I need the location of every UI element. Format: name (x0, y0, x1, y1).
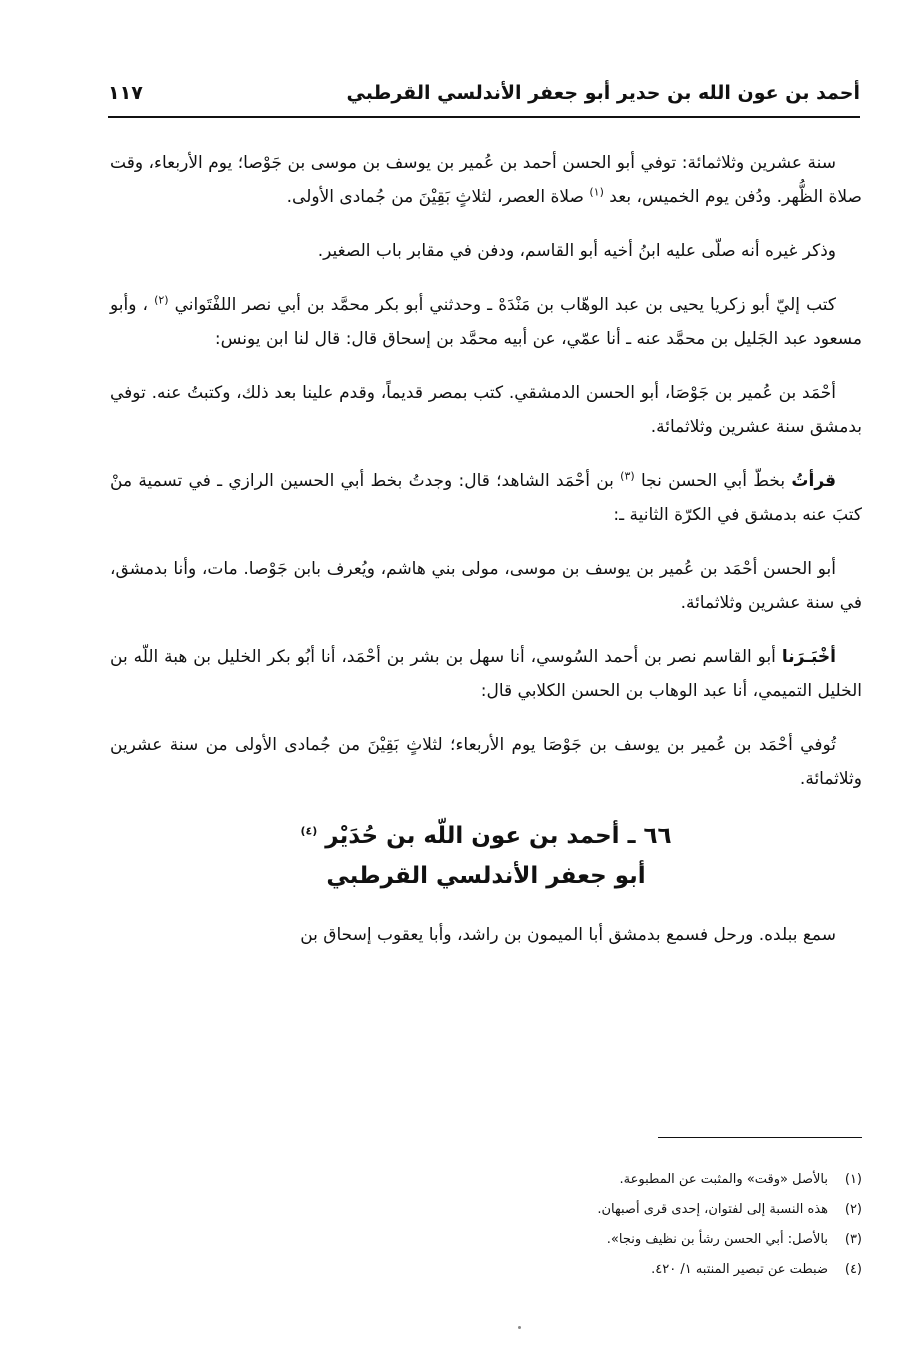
paragraph-7-text: أبو القاسم نصر بن أحمد السُوسي، أنا سهل بن بشر بن أحْمَد، أنا أبُو بكر الخليل بن هبة اللّه بن الخليل التميمي، أنا عبد الوهاب بن الحسن الكلابي قال: (110, 647, 862, 701)
footnote-4 (110, 1255, 862, 1285)
footnote-number: (٢) (844, 1202, 862, 1217)
header-title: أحمد بن عون الله بن حدير أبو جعفر الأندلسي القرطبي (346, 82, 860, 104)
footnote-number: (٤) (844, 1262, 862, 1277)
footnote-ref-3: (٣) (620, 469, 635, 483)
paragraph-6: أبو الحسن أحْمَد بن عُمير بن يوسف بن موسى، مولى بني هاشم، ويُعرف بابن جَوْصا. مات، وأنا بدمشق، في سنة عشرين وثلاثمائة. (110, 559, 862, 613)
paragraph-7 (110, 640, 862, 708)
paragraph-5-text-b: بن أحْمَد الشاهد؛ قال: وجدتُ بخط أبي الحسين الرازي ـ في تسمية منْ كتبَ عنه بدمشق في الكرّة الثانية ـ: (110, 471, 862, 525)
section-heading-line-2: أبو جعفر الأندلسي القرطبي (326, 863, 646, 889)
paragraph-5-lead: قرأتُ (791, 471, 837, 491)
footnote-number: (٣) (844, 1232, 862, 1247)
section-heading-title: ٦٦ ـ أحمد بن عون اللّه بن حُدَيْر (325, 823, 672, 849)
paragraph-1-text-b: صلاة العصر، لثلاثٍ بَقِيْنَ من جُمادى الأولى. (286, 187, 584, 207)
footnote-text: بالأصل: أبي الحسن رشأ بن نظيف ونجا». (606, 1232, 828, 1247)
paragraph-1 (110, 146, 862, 214)
paragraph-5 (110, 464, 862, 532)
page-number: ١١٧ (108, 82, 143, 104)
paragraph-5-text-a: بخطّ أبي الحسن نجا (640, 471, 786, 491)
footnote-1 (110, 1165, 862, 1195)
footnote-text: بالأصل «وقت» والمثبت عن المطبوعة. (619, 1172, 828, 1187)
paragraph-8: تُوفي أحْمَد بن عُمير بن يوسف بن جَوْصَا يوم الأربعاء؛ لثلاثٍ بَقِيْنَ من جُمادى الأولى من سنة عشرين وثلاثمائة. (110, 735, 862, 789)
footnotes (110, 1165, 862, 1285)
footnote-text: ضبطت عن تبصير المنتبه ١/ ٤٢٠. (651, 1262, 828, 1277)
section-heading (110, 816, 862, 896)
footnote-text: هذه النسبة إلى لفتوان، إحدى قرى أصبهان. (597, 1202, 828, 1217)
footnote-ref-1: (١) (589, 185, 604, 199)
paragraph-7-lead: أخْبَـرَنا (781, 647, 836, 667)
section-heading-line-1 (110, 816, 862, 856)
header-rule (108, 116, 860, 118)
footnote-2 (110, 1195, 862, 1225)
paragraph-3-text-b: ، وأبو مسعود عبد الجَليل بن محمَّد عنه ـ أنا عمّي، عن أبيه محمَّد بن إسحاق قال: قال لنا ابن يونس: (110, 295, 862, 349)
paragraph-4: أحْمَد بن عُمير بن جَوْصَا، أبو الحسن الدمشقي. كتب بمصر قديماً، وقدم علينا بعد ذلك، وكتبتُ عنه. توفي بدمشق سنة عشرين وثلاثمائة. (110, 383, 862, 437)
paragraph-1-text-a: سنة عشرين وثلاثمائة: توفي أبو الحسن أحمد بن عُمير بن يوسف بن موسى بن جَوْصا؛ يوم الأربعاء، وقت صلاة الظُّهر. ودُفن يوم الخميس، بعد (110, 153, 862, 207)
paragraph-3-text-a: كتب إليّ أبو زكريا يحيى بن عبد الوهّاب بن مَنْدَهْ ـ وحدثني أبو بكر محمَّد بن أبي نصر اللفْتَواني (174, 295, 836, 315)
footnote-ref-4: (٤) (300, 824, 318, 838)
footnote-number: (١) (844, 1172, 862, 1187)
main-text (110, 146, 862, 972)
footnote-rule (658, 1137, 862, 1138)
scan-speck (518, 1326, 521, 1329)
footnote-3 (110, 1225, 862, 1255)
paragraph-3 (110, 288, 862, 356)
running-header (108, 82, 860, 116)
paragraph-9: سمع ببلده. ورحل فسمع بدمشق أبا الميمون بن راشد، وأبا يعقوب إسحاق بن (300, 925, 836, 945)
paragraph-2: وذكر غيره أنه صلّى عليه ابنُ أخيه أبو القاسم، ودفن في مقابر باب الصغير. (317, 241, 836, 261)
footnote-ref-2: (٢) (154, 293, 169, 307)
